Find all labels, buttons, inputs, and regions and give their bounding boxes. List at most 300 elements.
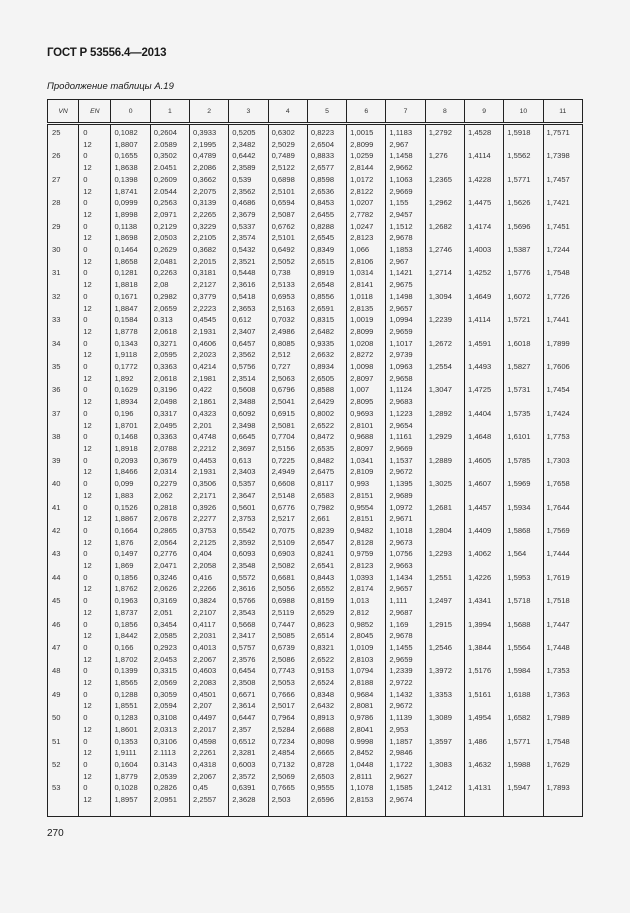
cell-value-col-4: 0,7743 bbox=[268, 665, 307, 677]
cell-value-col-5: 2,6583 bbox=[307, 490, 346, 502]
cell-value-col-3: 2,3543 bbox=[229, 607, 268, 619]
cell-value-col-2: 2,2265 bbox=[190, 209, 229, 221]
cell-value-col-6: 1,007 bbox=[347, 384, 386, 396]
cell-value-col-5: 2,6504 bbox=[307, 139, 346, 151]
cell-en: 12 bbox=[79, 560, 111, 572]
cell-value-col-9 bbox=[464, 303, 503, 315]
cell-vn bbox=[48, 560, 79, 572]
cell-value-col-8 bbox=[425, 373, 464, 385]
cell-vn: 32 bbox=[48, 291, 79, 303]
cell-value-col-9: 1,4605 bbox=[464, 455, 503, 467]
cell-value-col-1: 0.313 bbox=[150, 314, 189, 326]
cell-value-col-7: 1,1223 bbox=[386, 408, 425, 420]
cell-value-col-6: 2,8123 bbox=[347, 232, 386, 244]
cell-value-col-8: 1,3353 bbox=[425, 689, 464, 701]
cell-value-col-5: 0,8241 bbox=[307, 548, 346, 560]
cell-value-col-6: 1,0207 bbox=[347, 197, 386, 209]
cell-value-col-0: 0,1353 bbox=[111, 736, 150, 748]
cell-en: 0 bbox=[79, 712, 111, 724]
cell-value-col-10: 1,5564 bbox=[504, 642, 543, 654]
cell-value-col-10: 1,5947 bbox=[504, 782, 543, 794]
cell-value-col-3: 0,6457 bbox=[229, 338, 268, 350]
cell-value-col-2: 2,2125 bbox=[190, 537, 229, 549]
cell-vn bbox=[48, 232, 79, 244]
cell-value-col-8: 1,2804 bbox=[425, 525, 464, 537]
table-row bbox=[48, 747, 583, 759]
cell-value-col-1: 0,2865 bbox=[150, 525, 189, 537]
cell-value-col-0: 0,166 bbox=[111, 642, 150, 654]
cell-vn: 42 bbox=[48, 525, 79, 537]
cell-value-col-4: 2,5163 bbox=[268, 303, 307, 315]
cell-en: 12 bbox=[79, 396, 111, 408]
cell-value-col-0: 0,1281 bbox=[111, 267, 150, 279]
cell-value-col-2: 0,422 bbox=[190, 384, 229, 396]
cell-value-col-0: 1,892 bbox=[111, 373, 150, 385]
cell-value-col-11 bbox=[543, 490, 582, 502]
cell-value-col-0: 1,8762 bbox=[111, 583, 150, 595]
cell-value-col-1: 0,3106 bbox=[150, 736, 189, 748]
cell-vn bbox=[48, 771, 79, 783]
cell-value-col-1: 2.0451 bbox=[150, 162, 189, 174]
cell-value-col-10 bbox=[504, 373, 543, 385]
table-row bbox=[48, 431, 583, 443]
cell-value-col-6: 2,8095 bbox=[347, 396, 386, 408]
cell-value-col-4: 0,738 bbox=[268, 267, 307, 279]
cell-vn bbox=[48, 466, 79, 478]
column-header-2: 2 bbox=[190, 100, 229, 124]
cell-value-col-0: 1,8698 bbox=[111, 232, 150, 244]
cell-value-col-7: 2,9457 bbox=[386, 209, 425, 221]
cell-en: 0 bbox=[79, 502, 111, 514]
cell-value-col-5: 2,6515 bbox=[307, 256, 346, 268]
cell-value-col-11: 1,7899 bbox=[543, 338, 582, 350]
cell-value-col-9: 1,4114 bbox=[464, 314, 503, 326]
cell-value-col-9: 1,4457 bbox=[464, 502, 503, 514]
cell-value-col-0: 0,1772 bbox=[111, 361, 150, 373]
cell-value-col-3: 2,3647 bbox=[229, 490, 268, 502]
cell-value-col-8: 1,2554 bbox=[425, 361, 464, 373]
cell-value-col-10 bbox=[504, 677, 543, 689]
cell-value-col-0: 1,8638 bbox=[111, 162, 150, 174]
cell-value-col-4: 0,8085 bbox=[268, 338, 307, 350]
cell-vn bbox=[48, 162, 79, 174]
cell-value-col-8 bbox=[425, 583, 464, 595]
cell-value-col-1: 0,3246 bbox=[150, 572, 189, 584]
cell-vn: 35 bbox=[48, 361, 79, 373]
cell-value-col-5: 2,6524 bbox=[307, 677, 346, 689]
table-row bbox=[48, 174, 583, 186]
cell-value-col-3: 2,3417 bbox=[229, 630, 268, 642]
cell-value-col-0: 0,1468 bbox=[111, 431, 150, 443]
cell-value-col-11: 1,7989 bbox=[543, 712, 582, 724]
cell-value-col-2: 0,3753 bbox=[190, 525, 229, 537]
cell-en: 0 bbox=[79, 431, 111, 443]
table-row bbox=[48, 256, 583, 268]
cell-value-col-4: 2,5069 bbox=[268, 771, 307, 783]
cell-value-col-3: 0,6003 bbox=[229, 759, 268, 771]
cell-en: 12 bbox=[79, 162, 111, 174]
cell-value-col-3: 2,3614 bbox=[229, 700, 268, 712]
cell-value-col-0: 1,9118 bbox=[111, 349, 150, 361]
cell-value-col-4: 2,512 bbox=[268, 349, 307, 361]
cell-value-col-2: 0,3824 bbox=[190, 595, 229, 607]
table-row bbox=[48, 642, 583, 654]
cell-value-col-11 bbox=[543, 724, 582, 736]
cell-value-col-10 bbox=[504, 349, 543, 361]
cell-value-col-4: 2,5119 bbox=[268, 607, 307, 619]
cell-value-col-5: 2,6522 bbox=[307, 420, 346, 432]
cell-value-col-3: 2,3548 bbox=[229, 560, 268, 572]
cell-value-col-4: 0,7666 bbox=[268, 689, 307, 701]
cell-value-col-2: 0,4318 bbox=[190, 759, 229, 771]
cell-value-col-8: 1,2239 bbox=[425, 314, 464, 326]
table-row bbox=[48, 466, 583, 478]
cell-value-col-5: 2,6455 bbox=[307, 209, 346, 221]
cell-value-col-9: 1,4131 bbox=[464, 782, 503, 794]
column-header-4: 4 bbox=[268, 100, 307, 124]
cell-value-col-6: 2,8101 bbox=[347, 420, 386, 432]
cell-value-col-11: 1,7398 bbox=[543, 150, 582, 162]
cell-value-col-11: 1,7619 bbox=[543, 572, 582, 584]
cell-value-col-11: 1,7518 bbox=[543, 595, 582, 607]
cell-vn: 34 bbox=[48, 338, 79, 350]
cell-value-col-4: 2,5053 bbox=[268, 677, 307, 689]
cell-value-col-7: 2,9739 bbox=[386, 349, 425, 361]
cell-value-col-8 bbox=[425, 396, 464, 408]
cell-value-col-6: 0,9684 bbox=[347, 689, 386, 701]
table-row bbox=[48, 349, 583, 361]
cell-value-col-7: 2,9627 bbox=[386, 771, 425, 783]
cell-en: 0 bbox=[79, 759, 111, 771]
cell-value-col-7: 1,2339 bbox=[386, 665, 425, 677]
cell-value-col-0: 0,1082 bbox=[111, 124, 150, 139]
cell-value-col-2: 0,3779 bbox=[190, 291, 229, 303]
cell-value-col-4: 2,5052 bbox=[268, 256, 307, 268]
cell-vn bbox=[48, 186, 79, 198]
cell-value-col-6: 2,8097 bbox=[347, 443, 386, 455]
cell-vn bbox=[48, 256, 79, 268]
cell-value-col-9: 1,4954 bbox=[464, 712, 503, 724]
cell-value-col-5: 2,6688 bbox=[307, 724, 346, 736]
table-row bbox=[48, 700, 583, 712]
cell-value-col-3: 0,4686 bbox=[229, 197, 268, 209]
cell-value-col-9: 1,4493 bbox=[464, 361, 503, 373]
cell-vn bbox=[48, 443, 79, 455]
cell-value-col-0: 1,869 bbox=[111, 560, 150, 572]
cell-value-col-9 bbox=[464, 607, 503, 619]
cell-en: 0 bbox=[79, 244, 111, 256]
cell-value-col-3: 0,5608 bbox=[229, 384, 268, 396]
cell-value-col-11 bbox=[543, 443, 582, 455]
cell-value-col-1: 0,2923 bbox=[150, 642, 189, 654]
cell-vn: 53 bbox=[48, 782, 79, 794]
cell-value-col-7: 1,1857 bbox=[386, 736, 425, 748]
cell-value-col-5: 2,6591 bbox=[307, 303, 346, 315]
cell-value-col-1: 2,0539 bbox=[150, 771, 189, 783]
cell-value-col-2: 0,4453 bbox=[190, 455, 229, 467]
cell-value-col-10: 1,5718 bbox=[504, 595, 543, 607]
cell-value-col-6: 1,0019 bbox=[347, 314, 386, 326]
table-caption: Продолжение таблицы А.19 bbox=[47, 81, 174, 92]
cell-value-col-3: 0,5205 bbox=[229, 124, 268, 139]
cell-value-col-10 bbox=[504, 139, 543, 151]
cell-value-col-11: 1,7363 bbox=[543, 689, 582, 701]
cell-vn: 26 bbox=[48, 150, 79, 162]
cell-value-col-4: 2,5087 bbox=[268, 209, 307, 221]
cell-value-col-4: 0,7704 bbox=[268, 431, 307, 443]
cell-vn: 41 bbox=[48, 502, 79, 514]
cell-value-col-10 bbox=[504, 654, 543, 666]
cell-value-col-3: 2,3589 bbox=[229, 162, 268, 174]
cell-value-col-7: 2,9846 bbox=[386, 747, 425, 759]
cell-value-col-3: 2,3482 bbox=[229, 139, 268, 151]
cell-value-col-9 bbox=[464, 349, 503, 361]
cell-value-col-0: 0,1856 bbox=[111, 572, 150, 584]
cell-value-col-11 bbox=[543, 654, 582, 666]
cell-en: 12 bbox=[79, 443, 111, 455]
cell-value-col-3: 0,6092 bbox=[229, 408, 268, 420]
cell-value-col-6: 2,8109 bbox=[347, 466, 386, 478]
cell-value-col-1: 2.0544 bbox=[150, 186, 189, 198]
cell-value-col-3: 2,3628 bbox=[229, 794, 268, 817]
cell-value-col-10: 1,5731 bbox=[504, 384, 543, 396]
cell-value-col-1: 2,0678 bbox=[150, 513, 189, 525]
cell-value-col-2: 0,3506 bbox=[190, 478, 229, 490]
cell-value-col-8 bbox=[425, 303, 464, 315]
cell-value-col-6: 0.9998 bbox=[347, 736, 386, 748]
cell-value-col-9: 1,5161 bbox=[464, 689, 503, 701]
cell-value-col-10 bbox=[504, 443, 543, 455]
cell-value-col-0: 1,8934 bbox=[111, 396, 150, 408]
column-header-11: 11 bbox=[543, 100, 582, 124]
cell-value-col-11 bbox=[543, 186, 582, 198]
table-row bbox=[48, 548, 583, 560]
cell-value-col-4: 2,5133 bbox=[268, 279, 307, 291]
cell-value-col-6: 1,013 bbox=[347, 595, 386, 607]
cell-value-col-5: 2,6482 bbox=[307, 326, 346, 338]
cell-value-col-11 bbox=[543, 420, 582, 432]
table-row bbox=[48, 150, 583, 162]
cell-value-col-11: 1,7451 bbox=[543, 221, 582, 233]
cell-value-col-6: 1,0118 bbox=[347, 291, 386, 303]
cell-value-col-9 bbox=[464, 700, 503, 712]
cell-value-col-6: 2,8272 bbox=[347, 349, 386, 361]
cell-value-col-6: 1,0172 bbox=[347, 174, 386, 186]
table-row bbox=[48, 232, 583, 244]
cell-value-col-0: 0,1343 bbox=[111, 338, 150, 350]
cell-value-col-9 bbox=[464, 560, 503, 572]
cell-vn bbox=[48, 537, 79, 549]
cell-value-col-11: 1,7893 bbox=[543, 782, 582, 794]
cell-vn: 36 bbox=[48, 384, 79, 396]
cell-value-col-3: 0,5766 bbox=[229, 595, 268, 607]
cell-value-col-9 bbox=[464, 490, 503, 502]
cell-value-col-10 bbox=[504, 794, 543, 817]
cell-value-col-8: 1,2546 bbox=[425, 642, 464, 654]
cell-value-col-5: 0,8598 bbox=[307, 174, 346, 186]
cell-value-col-8: 1,2792 bbox=[425, 124, 464, 139]
cell-value-col-0: 1,8702 bbox=[111, 654, 150, 666]
cell-value-col-5: 0,9555 bbox=[307, 782, 346, 794]
cell-value-col-5: 0,9153 bbox=[307, 665, 346, 677]
cell-vn: 50 bbox=[48, 712, 79, 724]
cell-value-col-5: 0,8934 bbox=[307, 361, 346, 373]
cell-value-col-9: 1,4114 bbox=[464, 150, 503, 162]
table-row bbox=[48, 197, 583, 209]
cell-value-col-8: 1,2672 bbox=[425, 338, 464, 350]
cell-value-col-2: 2,2127 bbox=[190, 279, 229, 291]
column-header-0: 0 bbox=[111, 100, 150, 124]
cell-value-col-11: 1,7448 bbox=[543, 642, 582, 654]
cell-value-col-7: 2,9659 bbox=[386, 654, 425, 666]
cell-value-col-11 bbox=[543, 771, 582, 783]
cell-value-col-6: 1,0015 bbox=[347, 124, 386, 139]
cell-value-col-10: 1,6582 bbox=[504, 712, 543, 724]
cell-value-col-10: 1,5785 bbox=[504, 455, 543, 467]
cell-value-col-1: 0,2279 bbox=[150, 478, 189, 490]
cell-value-col-11: 1,7569 bbox=[543, 525, 582, 537]
cell-value-col-2: 2,2067 bbox=[190, 771, 229, 783]
cell-value-col-7: 1,0972 bbox=[386, 502, 425, 514]
cell-value-col-9 bbox=[464, 630, 503, 642]
cell-vn: 47 bbox=[48, 642, 79, 654]
cell-value-col-7: 1,1161 bbox=[386, 431, 425, 443]
cell-value-col-3: 2,3616 bbox=[229, 279, 268, 291]
cell-value-col-6: 0,9688 bbox=[347, 431, 386, 443]
cell-value-col-3: 2,3488 bbox=[229, 396, 268, 408]
cell-value-col-6: 2,7782 bbox=[347, 209, 386, 221]
cell-value-col-9 bbox=[464, 794, 503, 817]
cell-value-col-11: 1,7441 bbox=[543, 314, 582, 326]
cell-value-col-0: 0,099 bbox=[111, 478, 150, 490]
cell-value-col-7: 2,9687 bbox=[386, 607, 425, 619]
cell-value-col-8 bbox=[425, 560, 464, 572]
cell-value-col-6: 2,8151 bbox=[347, 513, 386, 525]
cell-vn: 27 bbox=[48, 174, 79, 186]
cell-value-col-8: 1,2746 bbox=[425, 244, 464, 256]
cell-value-col-10: 1,5696 bbox=[504, 221, 543, 233]
cell-value-col-6: 2,8174 bbox=[347, 583, 386, 595]
cell-value-col-2: 0,4497 bbox=[190, 712, 229, 724]
cell-value-col-5: 2,6596 bbox=[307, 794, 346, 817]
cell-value-col-1: 0,2604 bbox=[150, 124, 189, 139]
cell-value-col-9: 1,4404 bbox=[464, 408, 503, 420]
cell-value-col-9: 1,4528 bbox=[464, 124, 503, 139]
cell-value-col-11 bbox=[543, 139, 582, 151]
cell-value-col-8 bbox=[425, 349, 464, 361]
cell-value-col-1: 0,2129 bbox=[150, 221, 189, 233]
cell-value-col-4: 0,6903 bbox=[268, 548, 307, 560]
cell-value-col-4: 2,5082 bbox=[268, 560, 307, 572]
cell-en: 12 bbox=[79, 513, 111, 525]
cell-value-col-11: 1,7629 bbox=[543, 759, 582, 771]
cell-value-col-10 bbox=[504, 747, 543, 759]
cell-value-col-6: 0,993 bbox=[347, 478, 386, 490]
cell-value-col-7: 1,1432 bbox=[386, 689, 425, 701]
cell-value-col-4: 0,7225 bbox=[268, 455, 307, 467]
cell-value-col-0: 1,8551 bbox=[111, 700, 150, 712]
cell-value-col-10: 1,6072 bbox=[504, 291, 543, 303]
cell-value-col-7: 2,9683 bbox=[386, 396, 425, 408]
cell-value-col-10 bbox=[504, 490, 543, 502]
cell-value-col-5: 2,6535 bbox=[307, 443, 346, 455]
cell-value-col-3: 2,3281 bbox=[229, 747, 268, 759]
cell-value-col-9: 1,4648 bbox=[464, 431, 503, 443]
cell-vn: 51 bbox=[48, 736, 79, 748]
cell-value-col-1: 0.3143 bbox=[150, 759, 189, 771]
cell-value-col-4: 0,6594 bbox=[268, 197, 307, 209]
cell-value-col-10 bbox=[504, 771, 543, 783]
cell-vn: 37 bbox=[48, 408, 79, 420]
cell-value-col-10: 1,5735 bbox=[504, 408, 543, 420]
cell-value-col-9: 1,4591 bbox=[464, 338, 503, 350]
table-row bbox=[48, 361, 583, 373]
cell-value-col-5: 0,8913 bbox=[307, 712, 346, 724]
cell-value-col-4: 0,6302 bbox=[268, 124, 307, 139]
cell-value-col-1: 2,0788 bbox=[150, 443, 189, 455]
cell-vn: 46 bbox=[48, 619, 79, 631]
cell-value-col-2: 2,2105 bbox=[190, 232, 229, 244]
cell-value-col-10 bbox=[504, 607, 543, 619]
cell-value-col-8 bbox=[425, 747, 464, 759]
cell-en: 12 bbox=[79, 256, 111, 268]
cell-value-col-3: 2,3562 bbox=[229, 349, 268, 361]
cell-value-col-7: 2,9678 bbox=[386, 232, 425, 244]
cell-value-col-3: 0,5432 bbox=[229, 244, 268, 256]
cell-value-col-6: 0,9786 bbox=[347, 712, 386, 724]
cell-value-col-10: 1,5984 bbox=[504, 665, 543, 677]
cell-value-col-11 bbox=[543, 747, 582, 759]
cell-value-col-5: 2,6541 bbox=[307, 560, 346, 572]
cell-value-col-10: 1,5721 bbox=[504, 314, 543, 326]
cell-vn bbox=[48, 513, 79, 525]
cell-value-col-7: 1,1585 bbox=[386, 782, 425, 794]
column-header-5: 5 bbox=[307, 100, 346, 124]
table-row bbox=[48, 373, 583, 385]
cell-value-col-1: 0,2629 bbox=[150, 244, 189, 256]
cell-value-col-11: 1,7244 bbox=[543, 244, 582, 256]
cell-value-col-8 bbox=[425, 256, 464, 268]
cell-value-col-7: 1,1421 bbox=[386, 267, 425, 279]
cell-value-col-2: 0,4323 bbox=[190, 408, 229, 420]
cell-value-col-4: 2,5081 bbox=[268, 420, 307, 432]
cell-value-col-11: 1,7606 bbox=[543, 361, 582, 373]
cell-value-col-10: 1,6101 bbox=[504, 431, 543, 443]
cell-value-col-2: 2,207 bbox=[190, 700, 229, 712]
cell-value-col-4: 0,7132 bbox=[268, 759, 307, 771]
cell-value-col-9: 1,4649 bbox=[464, 291, 503, 303]
cell-en: 12 bbox=[79, 654, 111, 666]
cell-value-col-4: 2,5101 bbox=[268, 186, 307, 198]
table-row bbox=[48, 314, 583, 326]
cell-value-col-8 bbox=[425, 607, 464, 619]
table-row bbox=[48, 619, 583, 631]
cell-value-col-2: 0,4545 bbox=[190, 314, 229, 326]
cell-value-col-0: 1,8807 bbox=[111, 139, 150, 151]
cell-value-col-5: 0,8239 bbox=[307, 525, 346, 537]
cell-value-col-3: 2,3653 bbox=[229, 303, 268, 315]
cell-en: 12 bbox=[79, 420, 111, 432]
cell-value-col-2: 2,2557 bbox=[190, 794, 229, 817]
cell-value-col-11: 1,7548 bbox=[543, 267, 582, 279]
cell-value-col-9 bbox=[464, 443, 503, 455]
cell-en: 12 bbox=[79, 209, 111, 221]
cell-value-col-4: 0,6953 bbox=[268, 291, 307, 303]
cell-value-col-9: 1,4607 bbox=[464, 478, 503, 490]
cell-en: 0 bbox=[79, 619, 111, 631]
cell-value-col-9 bbox=[464, 396, 503, 408]
table-row bbox=[48, 478, 583, 490]
